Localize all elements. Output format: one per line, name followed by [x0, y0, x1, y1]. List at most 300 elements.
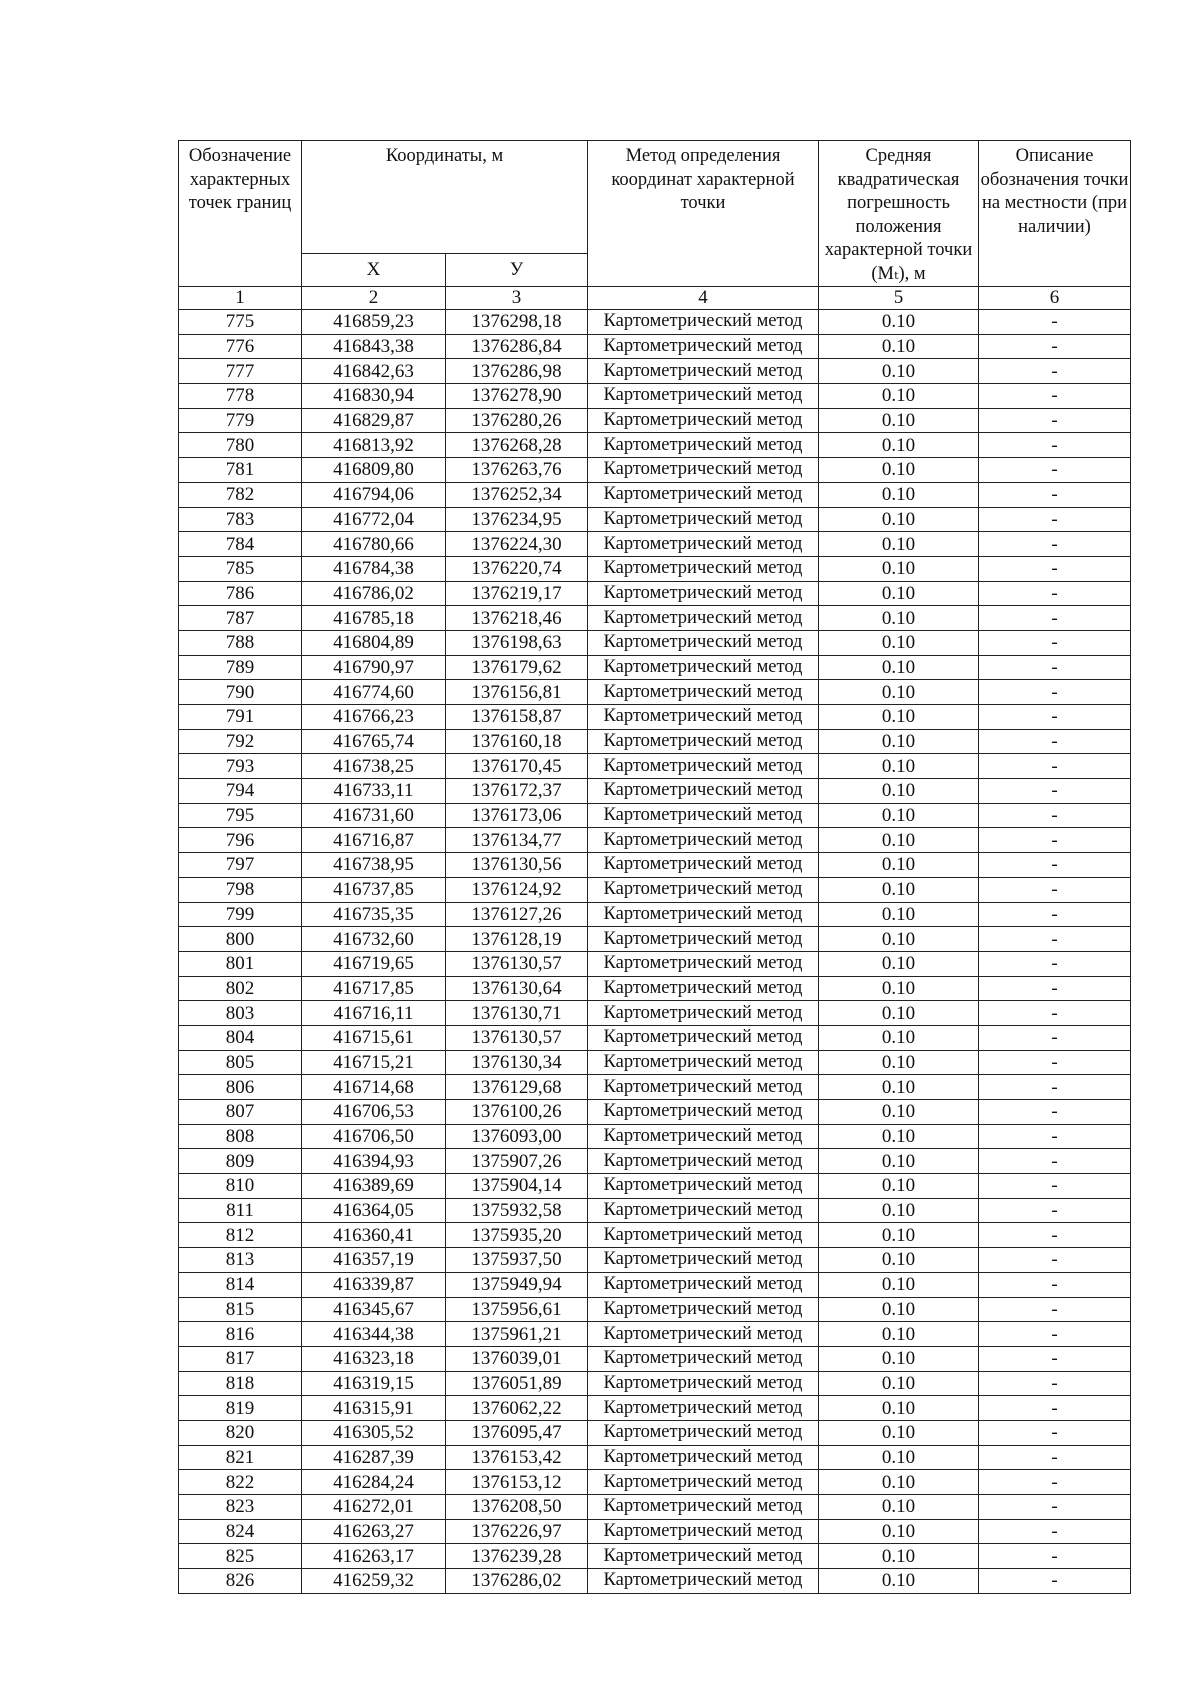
mean-error-cell: 0.10 — [819, 1396, 979, 1421]
point-number-cell: 806 — [179, 1075, 302, 1100]
point-number-cell: 789 — [179, 655, 302, 680]
y-coordinate-cell: 1376286,98 — [446, 359, 588, 384]
method-cell: Картометрический метод — [588, 334, 819, 359]
point-number-cell: 820 — [179, 1420, 302, 1445]
mean-error-cell: 0.10 — [819, 976, 979, 1001]
x-coordinate-cell: 416794,06 — [302, 482, 446, 507]
table-row — [179, 1495, 1131, 1520]
mean-error-cell: 0.10 — [819, 1198, 979, 1223]
method-cell: Картометрический метод — [588, 1569, 819, 1594]
x-coordinate-cell: 416784,38 — [302, 556, 446, 581]
y-coordinate-cell: 1376286,84 — [446, 334, 588, 359]
description-cell: - — [979, 532, 1131, 557]
method-cell: Картометрический метод — [588, 1174, 819, 1199]
x-coordinate-cell: 416774,60 — [302, 680, 446, 705]
y-coordinate-cell: 1375907,26 — [446, 1149, 588, 1174]
y-coordinate-cell: 1376095,47 — [446, 1420, 588, 1445]
point-number-cell: 816 — [179, 1322, 302, 1347]
point-number-cell: 809 — [179, 1149, 302, 1174]
description-cell: - — [979, 1100, 1131, 1125]
mean-error-cell: 0.10 — [819, 1569, 979, 1594]
x-coordinate-cell: 416319,15 — [302, 1371, 446, 1396]
method-cell: Картометрический метод — [588, 1223, 819, 1248]
x-coordinate-cell: 416345,67 — [302, 1297, 446, 1322]
method-cell: Картометрический метод — [588, 1346, 819, 1371]
header-y: У — [446, 254, 588, 287]
mean-error-cell: 0.10 — [819, 927, 979, 952]
x-coordinate-cell: 416716,87 — [302, 828, 446, 853]
x-coordinate-cell: 416804,89 — [302, 630, 446, 655]
description-cell: - — [979, 729, 1131, 754]
point-number-cell: 791 — [179, 705, 302, 730]
point-number-cell: 818 — [179, 1371, 302, 1396]
method-cell: Картометрический метод — [588, 1050, 819, 1075]
method-cell: Картометрический метод — [588, 606, 819, 631]
y-coordinate-cell: 1376062,22 — [446, 1396, 588, 1421]
header-description: Описание обозначения точки на местности (при наличии) — [979, 141, 1131, 287]
method-cell: Картометрический метод — [588, 458, 819, 483]
point-number-cell: 787 — [179, 606, 302, 631]
y-coordinate-cell: 1376179,62 — [446, 655, 588, 680]
x-coordinate-cell: 416263,27 — [302, 1519, 446, 1544]
method-cell: Картометрический метод — [588, 532, 819, 557]
y-coordinate-cell: 1376280,26 — [446, 408, 588, 433]
table-row — [179, 1050, 1131, 1075]
method-cell: Картометрический метод — [588, 1149, 819, 1174]
y-coordinate-cell: 1376172,37 — [446, 779, 588, 804]
mean-error-cell: 0.10 — [819, 779, 979, 804]
column-number-row — [179, 287, 1131, 310]
table-row — [179, 384, 1131, 409]
x-coordinate-cell: 416714,68 — [302, 1075, 446, 1100]
mean-error-cell: 0.10 — [819, 1075, 979, 1100]
table-row — [179, 1100, 1131, 1125]
mean-error-cell: 0.10 — [819, 705, 979, 730]
x-coordinate-cell: 416715,21 — [302, 1050, 446, 1075]
point-number-cell: 788 — [179, 630, 302, 655]
x-coordinate-cell: 416259,32 — [302, 1569, 446, 1594]
mean-error-cell: 0.10 — [819, 408, 979, 433]
y-coordinate-cell: 1375949,94 — [446, 1272, 588, 1297]
point-number-cell: 805 — [179, 1050, 302, 1075]
point-number-cell: 802 — [179, 976, 302, 1001]
y-coordinate-cell: 1376198,63 — [446, 630, 588, 655]
point-number-cell: 813 — [179, 1248, 302, 1273]
mean-error-cell: 0.10 — [819, 1445, 979, 1470]
x-coordinate-cell: 416706,50 — [302, 1124, 446, 1149]
description-cell: - — [979, 1445, 1131, 1470]
point-number-cell: 822 — [179, 1470, 302, 1495]
description-cell: - — [979, 1569, 1131, 1594]
mean-error-cell: 0.10 — [819, 384, 979, 409]
y-coordinate-cell: 1376130,57 — [446, 1025, 588, 1050]
method-cell: Картометрический метод — [588, 359, 819, 384]
description-cell: - — [979, 1346, 1131, 1371]
table-row — [179, 1569, 1131, 1594]
x-coordinate-cell: 416357,19 — [302, 1248, 446, 1273]
mean-error-cell: 0.10 — [819, 1272, 979, 1297]
description-cell: - — [979, 1124, 1131, 1149]
method-cell: Картометрический метод — [588, 803, 819, 828]
table-row — [179, 581, 1131, 606]
description-cell: - — [979, 754, 1131, 779]
point-number-cell: 794 — [179, 779, 302, 804]
mean-error-cell: 0.10 — [819, 581, 979, 606]
x-coordinate-cell: 416842,63 — [302, 359, 446, 384]
mean-error-cell: 0.10 — [819, 1025, 979, 1050]
y-coordinate-cell: 1376160,18 — [446, 729, 588, 754]
mean-error-cell: 0.10 — [819, 1519, 979, 1544]
x-coordinate-cell: 416830,94 — [302, 384, 446, 409]
y-coordinate-cell: 1376134,77 — [446, 828, 588, 853]
x-coordinate-cell: 416732,60 — [302, 927, 446, 952]
description-cell: - — [979, 1174, 1131, 1199]
y-coordinate-cell: 1376039,01 — [446, 1346, 588, 1371]
mean-error-cell: 0.10 — [819, 334, 979, 359]
method-cell: Картометрический метод — [588, 1100, 819, 1125]
mean-error-cell: 0.10 — [819, 1124, 979, 1149]
mean-error-cell: 0.10 — [819, 1174, 979, 1199]
table-row — [179, 754, 1131, 779]
point-number-cell: 777 — [179, 359, 302, 384]
table-row — [179, 927, 1131, 952]
x-coordinate-cell: 416719,65 — [302, 951, 446, 976]
description-cell: - — [979, 1025, 1131, 1050]
y-coordinate-cell: 1376129,68 — [446, 1075, 588, 1100]
method-cell: Картометрический метод — [588, 705, 819, 730]
table-row — [179, 310, 1131, 335]
table-row — [179, 1396, 1131, 1421]
point-number-cell: 790 — [179, 680, 302, 705]
column-number: 1 — [179, 287, 302, 310]
description-cell: - — [979, 1149, 1131, 1174]
x-coordinate-cell: 416738,95 — [302, 853, 446, 878]
header-point-designation: Обозначение характерных точек границ — [179, 141, 302, 287]
method-cell: Картометрический метод — [588, 1297, 819, 1322]
point-number-cell: 796 — [179, 828, 302, 853]
column-number: 5 — [819, 287, 979, 310]
mean-error-cell: 0.10 — [819, 680, 979, 705]
header-x: X — [302, 254, 446, 287]
point-number-cell: 815 — [179, 1297, 302, 1322]
y-coordinate-cell: 1375935,20 — [446, 1223, 588, 1248]
coordinates-table — [178, 140, 1131, 1594]
method-cell: Картометрический метод — [588, 1272, 819, 1297]
mean-error-cell: 0.10 — [819, 1322, 979, 1347]
table-header — [179, 141, 1131, 287]
method-cell: Картометрический метод — [588, 1396, 819, 1421]
description-cell: - — [979, 655, 1131, 680]
x-coordinate-cell: 416394,93 — [302, 1149, 446, 1174]
point-number-cell: 793 — [179, 754, 302, 779]
method-cell: Картометрический метод — [588, 1495, 819, 1520]
y-coordinate-cell: 1376051,89 — [446, 1371, 588, 1396]
mean-error-cell: 0.10 — [819, 877, 979, 902]
y-coordinate-cell: 1376263,76 — [446, 458, 588, 483]
table-row — [179, 458, 1131, 483]
table-row — [179, 1420, 1131, 1445]
table-row — [179, 606, 1131, 631]
table-row — [179, 828, 1131, 853]
method-cell: Картометрический метод — [588, 433, 819, 458]
method-cell: Картометрический метод — [588, 581, 819, 606]
y-coordinate-cell: 1376153,42 — [446, 1445, 588, 1470]
mean-error-cell: 0.10 — [819, 902, 979, 927]
point-number-cell: 803 — [179, 1001, 302, 1026]
point-number-cell: 779 — [179, 408, 302, 433]
point-number-cell: 811 — [179, 1198, 302, 1223]
y-coordinate-cell: 1376286,02 — [446, 1569, 588, 1594]
y-coordinate-cell: 1375904,14 — [446, 1174, 588, 1199]
description-cell: - — [979, 927, 1131, 952]
description-cell: - — [979, 1396, 1131, 1421]
description-cell: - — [979, 1050, 1131, 1075]
y-coordinate-cell: 1376278,90 — [446, 384, 588, 409]
y-coordinate-cell: 1375932,58 — [446, 1198, 588, 1223]
table-row — [179, 779, 1131, 804]
table-row — [179, 803, 1131, 828]
method-cell: Картометрический метод — [588, 729, 819, 754]
mean-error-cell: 0.10 — [819, 803, 979, 828]
y-coordinate-cell: 1376153,12 — [446, 1470, 588, 1495]
y-coordinate-cell: 1376220,74 — [446, 556, 588, 581]
description-cell: - — [979, 630, 1131, 655]
table-body — [179, 287, 1131, 1594]
mean-error-cell: 0.10 — [819, 655, 979, 680]
x-coordinate-cell: 416315,91 — [302, 1396, 446, 1421]
method-cell: Картометрический метод — [588, 1445, 819, 1470]
method-cell: Картометрический метод — [588, 1544, 819, 1569]
point-number-cell: 823 — [179, 1495, 302, 1520]
description-cell: - — [979, 1371, 1131, 1396]
method-cell: Картометрический метод — [588, 1248, 819, 1273]
mean-error-cell: 0.10 — [819, 482, 979, 507]
description-cell: - — [979, 1272, 1131, 1297]
mean-error-cell: 0.10 — [819, 828, 979, 853]
point-number-cell: 776 — [179, 334, 302, 359]
point-number-cell: 780 — [179, 433, 302, 458]
description-cell: - — [979, 1223, 1131, 1248]
x-coordinate-cell: 416364,05 — [302, 1198, 446, 1223]
y-coordinate-cell: 1376130,64 — [446, 976, 588, 1001]
method-cell: Картометрический метод — [588, 1322, 819, 1347]
point-number-cell: 814 — [179, 1272, 302, 1297]
table-row — [179, 1544, 1131, 1569]
point-number-cell: 801 — [179, 951, 302, 976]
y-coordinate-cell: 1376130,71 — [446, 1001, 588, 1026]
method-cell: Картометрический метод — [588, 976, 819, 1001]
method-cell: Картометрический метод — [588, 828, 819, 853]
point-number-cell: 807 — [179, 1100, 302, 1125]
y-coordinate-cell: 1376158,87 — [446, 705, 588, 730]
mean-error-cell: 0.10 — [819, 951, 979, 976]
method-cell: Картометрический метод — [588, 680, 819, 705]
method-cell: Картометрический метод — [588, 1075, 819, 1100]
header-mean-error: Средняя квадратическая погрешность положения характерной точки (Mₜ), м — [819, 141, 979, 287]
x-coordinate-cell: 416737,85 — [302, 877, 446, 902]
description-cell: - — [979, 433, 1131, 458]
point-number-cell: 817 — [179, 1346, 302, 1371]
mean-error-cell: 0.10 — [819, 1495, 979, 1520]
mean-error-cell: 0.10 — [819, 1544, 979, 1569]
x-coordinate-cell: 416389,69 — [302, 1174, 446, 1199]
x-coordinate-cell: 416829,87 — [302, 408, 446, 433]
point-number-cell: 784 — [179, 532, 302, 557]
method-cell: Картометрический метод — [588, 1371, 819, 1396]
description-cell: - — [979, 951, 1131, 976]
x-coordinate-cell: 416716,11 — [302, 1001, 446, 1026]
description-cell: - — [979, 384, 1131, 409]
y-coordinate-cell: 1376252,34 — [446, 482, 588, 507]
y-coordinate-cell: 1375961,21 — [446, 1322, 588, 1347]
x-coordinate-cell: 416772,04 — [302, 507, 446, 532]
mean-error-cell: 0.10 — [819, 507, 979, 532]
column-number: 4 — [588, 287, 819, 310]
method-cell: Картометрический метод — [588, 384, 819, 409]
x-coordinate-cell: 416339,87 — [302, 1272, 446, 1297]
table-row — [179, 1001, 1131, 1026]
header-method: Метод определения координат характерной точки — [588, 141, 819, 287]
method-cell: Картометрический метод — [588, 630, 819, 655]
table-row — [179, 1198, 1131, 1223]
table-row — [179, 1272, 1131, 1297]
mean-error-cell: 0.10 — [819, 433, 979, 458]
table-row — [179, 1297, 1131, 1322]
table-row — [179, 1445, 1131, 1470]
description-cell: - — [979, 606, 1131, 631]
table-row — [179, 482, 1131, 507]
y-coordinate-cell: 1376124,92 — [446, 877, 588, 902]
mean-error-cell: 0.10 — [819, 1346, 979, 1371]
description-cell: - — [979, 581, 1131, 606]
point-number-cell: 826 — [179, 1569, 302, 1594]
y-coordinate-cell: 1376127,26 — [446, 902, 588, 927]
method-cell: Картометрический метод — [588, 853, 819, 878]
description-cell: - — [979, 507, 1131, 532]
method-cell: Картометрический метод — [588, 408, 819, 433]
x-coordinate-cell: 416263,17 — [302, 1544, 446, 1569]
table-row — [179, 655, 1131, 680]
description-cell: - — [979, 1495, 1131, 1520]
description-cell: - — [979, 1322, 1131, 1347]
point-number-cell: 799 — [179, 902, 302, 927]
point-number-cell: 824 — [179, 1519, 302, 1544]
description-cell: - — [979, 1544, 1131, 1569]
description-cell: - — [979, 310, 1131, 335]
point-number-cell: 775 — [179, 310, 302, 335]
method-cell: Картометрический метод — [588, 754, 819, 779]
description-cell: - — [979, 1519, 1131, 1544]
description-cell: - — [979, 1075, 1131, 1100]
y-coordinate-cell: 1376298,18 — [446, 310, 588, 335]
x-coordinate-cell: 416706,53 — [302, 1100, 446, 1125]
x-coordinate-cell: 416785,18 — [302, 606, 446, 631]
description-cell: - — [979, 779, 1131, 804]
method-cell: Картометрический метод — [588, 1420, 819, 1445]
header-coordinates: Координаты, м — [302, 141, 588, 254]
x-coordinate-cell: 416813,92 — [302, 433, 446, 458]
x-coordinate-cell: 416344,38 — [302, 1322, 446, 1347]
description-cell: - — [979, 803, 1131, 828]
table-row — [179, 951, 1131, 976]
y-coordinate-cell: 1376130,57 — [446, 951, 588, 976]
description-cell: - — [979, 976, 1131, 1001]
y-coordinate-cell: 1376130,56 — [446, 853, 588, 878]
point-number-cell: 783 — [179, 507, 302, 532]
table-row — [179, 1174, 1131, 1199]
table-row — [179, 705, 1131, 730]
y-coordinate-cell: 1376218,46 — [446, 606, 588, 631]
description-cell: - — [979, 359, 1131, 384]
x-coordinate-cell: 416717,85 — [302, 976, 446, 1001]
description-cell: - — [979, 408, 1131, 433]
table-row — [179, 507, 1131, 532]
y-coordinate-cell: 1376224,30 — [446, 532, 588, 557]
table-row — [179, 1025, 1131, 1050]
table-row — [179, 877, 1131, 902]
x-coordinate-cell: 416809,80 — [302, 458, 446, 483]
mean-error-cell: 0.10 — [819, 1297, 979, 1322]
method-cell: Картометрический метод — [588, 902, 819, 927]
y-coordinate-cell: 1376130,34 — [446, 1050, 588, 1075]
table-row — [179, 1371, 1131, 1396]
x-coordinate-cell: 416305,52 — [302, 1420, 446, 1445]
description-cell: - — [979, 705, 1131, 730]
description-cell: - — [979, 1297, 1131, 1322]
mean-error-cell: 0.10 — [819, 630, 979, 655]
mean-error-cell: 0.10 — [819, 532, 979, 557]
x-coordinate-cell: 416715,61 — [302, 1025, 446, 1050]
method-cell: Картометрический метод — [588, 1025, 819, 1050]
table-row — [179, 1075, 1131, 1100]
y-coordinate-cell: 1376156,81 — [446, 680, 588, 705]
x-coordinate-cell: 416733,11 — [302, 779, 446, 804]
description-cell: - — [979, 853, 1131, 878]
column-number: 3 — [446, 287, 588, 310]
table-row — [179, 334, 1131, 359]
y-coordinate-cell: 1375956,61 — [446, 1297, 588, 1322]
method-cell: Картометрический метод — [588, 1470, 819, 1495]
description-cell: - — [979, 1420, 1131, 1445]
x-coordinate-cell: 416360,41 — [302, 1223, 446, 1248]
y-coordinate-cell: 1376226,97 — [446, 1519, 588, 1544]
y-coordinate-cell: 1376219,17 — [446, 581, 588, 606]
mean-error-cell: 0.10 — [819, 1420, 979, 1445]
method-cell: Картометрический метод — [588, 655, 819, 680]
point-number-cell: 797 — [179, 853, 302, 878]
point-number-cell: 808 — [179, 1124, 302, 1149]
y-coordinate-cell: 1376128,19 — [446, 927, 588, 952]
y-coordinate-cell: 1376100,26 — [446, 1100, 588, 1125]
column-number: 6 — [979, 287, 1131, 310]
table-row — [179, 902, 1131, 927]
x-coordinate-cell: 416780,66 — [302, 532, 446, 557]
point-number-cell: 819 — [179, 1396, 302, 1421]
mean-error-cell: 0.10 — [819, 606, 979, 631]
table-row — [179, 359, 1131, 384]
x-coordinate-cell: 416765,74 — [302, 729, 446, 754]
mean-error-cell: 0.10 — [819, 1470, 979, 1495]
x-coordinate-cell: 416766,23 — [302, 705, 446, 730]
description-cell: - — [979, 877, 1131, 902]
description-cell: - — [979, 1001, 1131, 1026]
x-coordinate-cell: 416843,38 — [302, 334, 446, 359]
point-number-cell: 786 — [179, 581, 302, 606]
description-cell: - — [979, 1470, 1131, 1495]
point-number-cell: 798 — [179, 877, 302, 902]
method-cell: Картометрический метод — [588, 507, 819, 532]
x-coordinate-cell: 416272,01 — [302, 1495, 446, 1520]
